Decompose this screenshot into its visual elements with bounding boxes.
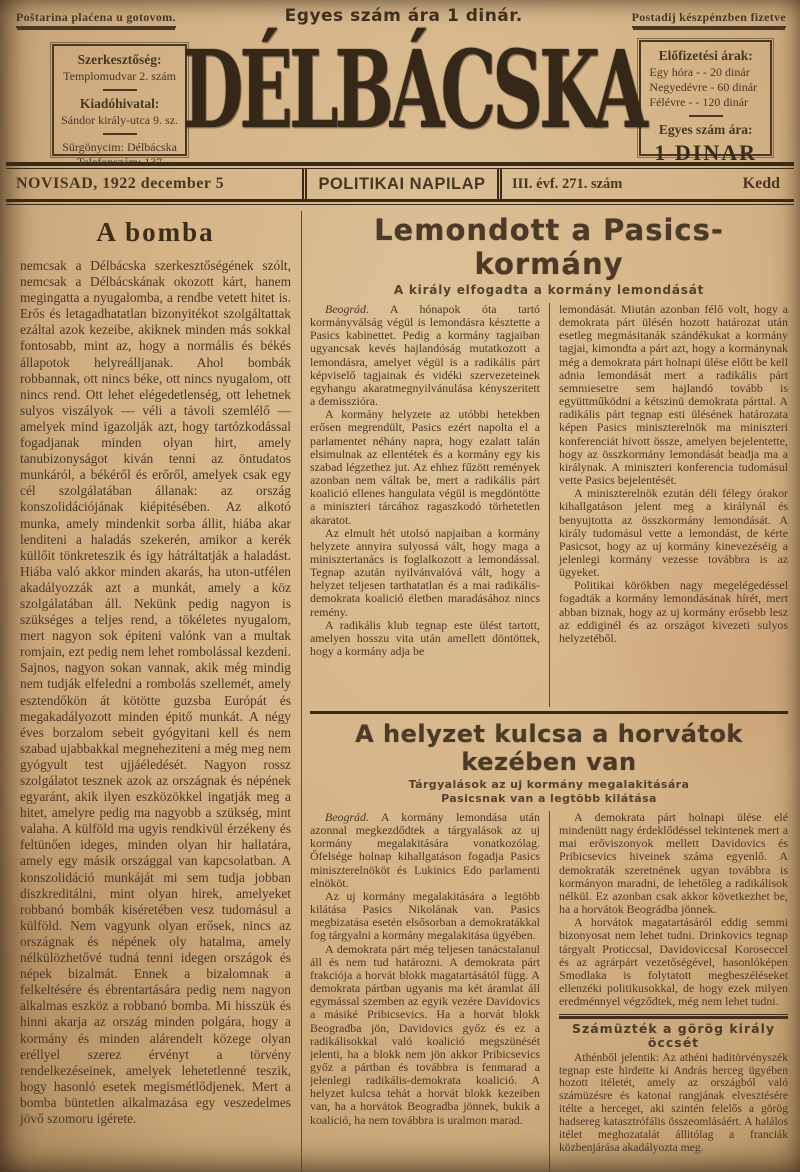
paragraph: Az uj kormány megalakitására a legtöbb kilátása Pasics Nikolának van. Pasics megbizatása esetén elsősorban a demokratákkal fog tárgyalni a kormány megalakitása ügyében. (310, 888, 540, 943)
dateline-bar (6, 169, 794, 199)
article-title: A bomba (96, 217, 215, 247)
paragraph: A kormány helyzete az utóbbi hetekben erősen megrendült, Pasics ezért napolta el a parlamentet néhány napra, hogy ezalatt talán elsimulnak az ellentétek és a kormány egy kis szabad légzethez jut. Az ehhez fűzött remények azonban nem váltak be, mert a radikális párt koalició ellenes hangulata végül is megdöntötte a miniszteri tárcához ragaszkodó törhetetlen akaratot. (310, 407, 540, 527)
substory-body: Athénből jelentik: Az athéni haditörvényszék tegnap este hirdette ki András herceg ügyében hozott itéletét, amely az országból való számüzésre és katonai rangjának elvesztésére itélte a herceget, aki szintén felelős a görög hadsereg katasztrófális összeomlásáért. A halálos itélet meghozatalát állitólag a franciák közbenjárása akadályozta meg. (559, 1050, 788, 1154)
newspaper-title: DÉLBÁCSKA (182, 27, 644, 154)
second-column-left (310, 811, 549, 1172)
publisher-address: Sándor király-utca 9. sz. (61, 112, 179, 127)
paragraph-text: A kormány lemondása után azonnal megkezdődtek a tárgyalások az uj kormány megalakitására vonatkozólag. Őfelsége holnap kihallgatáson fogadja Pasics miniszterelnököt és Lukinics Edo parlamenti elnököt. (310, 811, 540, 890)
day-of-week: Kedd (742, 175, 780, 192)
content-area (6, 205, 794, 1172)
lead-column-left (310, 303, 549, 707)
paragraph: A radikális klub tegnap este ülést tartott, amelyen hosszu vita után amellett döntöttek, hogy a kormány adja be (310, 617, 540, 659)
paragraph: lemondását. Miután azonban félő volt, hogy a demokrata párt ülésén hozott határozat után esetleg megmásitanák szándékukat a kormány tagjai, kimondta a párt azt, hogy a kormánynak még a demokrata párt holnapi ülése előtt be kell adnia lemondását mert a radikális párt semmiesetre sem hajlandó tovább is együttműködni a kétszinü demokrata párttal. A radikális párt tegnap esti ülésének határozata képen Pasics miniszterelnök ma miniszteri konferenciát hivott össze, amelyen bejelentette, hogy az összkormány lemondását beadja ma a királynak. A miniszteri konferencia tudomásul vette Pasics bejelentését. (559, 303, 788, 488)
divider (689, 115, 723, 117)
substory-headline: Számüzték a görög király öccsét (571, 1021, 776, 1050)
article-second (310, 720, 788, 1172)
lead-headline: Lemondott a Pasics-kormány (374, 213, 724, 281)
second-subhead-line2: Pasicsnak van a legtöbb kilátása (441, 791, 657, 805)
price-note-center: Egyes szám ára 1 dinár. (284, 6, 523, 26)
place-and-date: NOVISAD, 1922 december 5 (16, 175, 225, 192)
subscription-rate: Negyedévre - 60 dinár (649, 79, 758, 94)
single-copy-price: 1 DINAR (654, 139, 758, 165)
divider (559, 1014, 788, 1019)
subscription-box (639, 40, 772, 165)
article-lead (310, 213, 788, 707)
second-subhead-line1: Tárgyalások az uj kormány megalakitására (408, 778, 690, 791)
article-a-bomba (6, 211, 302, 1172)
editorial-address: Templomudvar 2. szám (63, 68, 176, 83)
divider (310, 711, 788, 714)
header (0, 27, 800, 169)
divider (103, 133, 137, 135)
masthead (182, 27, 644, 162)
divider (103, 89, 137, 91)
postage-note-left: Poštarina plaćena u gotovom. (16, 10, 176, 28)
editorial-office-box (52, 44, 187, 169)
top-strip (0, 0, 800, 30)
second-columns (310, 811, 788, 1172)
paragraph (310, 303, 540, 408)
dateline-word: Beográd. (325, 303, 369, 316)
subscription-rate: Egy hóra - - 20 dinár (649, 64, 750, 79)
editorial-label: Szerkesztőség: (77, 52, 162, 67)
lead-columns (310, 303, 788, 707)
paragraph: A demokrata párt még teljesen tanácstalanul áll és nem tud határozni. A demokrata párt frakciója a horvát blokk magatartásától függ. A demokrata pártban ugyanis ma két áramlat áll egymással szemben az egyik vezére Davidovics a másiké Pribicsevics. Ha a horvát blokk Beogradba jön, Davidovics győz és ez a radikálisokkal való koalició megszünését jelenti, ha a blokk nem jön akkor Pribicsevics győz a pártban és továbbra is fenmarad a jelenlegi radikális-demokrata koalició. A helyzet kulcsa tehát a horvát blokk kezeiben van, ha a horvátok Beogradba jönnek, bukik a koalició, ha nem továbbra is uralmon marad. (310, 941, 540, 1127)
subscription-rate: Félévre - - 120 dinár (649, 94, 749, 109)
dateline-word: Beográd. (325, 811, 369, 824)
paragraph (310, 811, 540, 890)
article-body: nemcsak a Délbácska szerkesztőségének szólt, nemcsak a Délbácskának okozott kárt, hanem megingatta a nyugalomba, a rendbe vetett hitet is. Erős és letagadhatatlan bizonyitékot szolgáltattak ezáltal azok kezeibe, akiknek minden más sokkal fontosabb, mint az, hogy a normális és békés állapotok helyreálljanak. Ahol bombák robbannak, ott nincs béke, ott nincs nyugalom, ott nincs rend. Ott lehet elégedetlenség, ott lehetnek sulyos viszályok — véli a távoli szemlélő — amelyek mind igazolják azt, hogy tartózkodással fogadjanak minden olyan hirt, amely tanubizonyságot kiván tenni az öntudatos munkáról, a békéről és erőről, amelyek csak egy cél szolgálatában állanak: az ország konszolidációjának kiépitésében. Az alkotó munka, amely mindenkit sorba állit, hiába akar lenditeni a haladás szekerén, amikor a kerék küllőit tönkreteszik és igy hátráltatják a haladást. Hiába való akkor minden akarás, ha uton-utfélen akadályozzák azt a munkát, amely a köz szolgálatában áll. Nekünk pedig nagyon is szükséges a teljes rend, a tökéletes nyugalom, mert nagyon sok épiteni valónk van a multak romjain, ezt pedig nem lehet rombolással kezdeni. Sajnos, nagyon sokan vannak, akik még mindig nem tudják elfeledni a rombolás szellemét, amely esztendőkön át kötötte guzsba Európát és megakadályozott minden épitő munkát. A négy éves borzalom sebeit gyógyitani kell és nem szabad ujabbakkal megneheziteni a még meg nem gyógyult test ujjáéledését. Nagyon rossz szolgálatot tesznek azok az országnak és népének egyaránt, akik ilyen eszközökkel ingatják meg a hitet, amelyre pedig ma nagyobb a szükség, mint valaha. A külföld ma ugyis rendkivül érzékeny és feltünően ideges, minden olyan hir hallatára, amely egy másik országgal van kapcsolatban. A konszolidáció munkáját mi sem tudja jobban diszkreditálni, mint olyan hirek, amelyeket robbanó bombák kiséretében vesz tudomásul a külföld. Nem vagyunk olyan erősek, nincs az országnak és népének oly hatalma, amely nélkülözhetővé tudná tenni idegen országok és népek bizalmát. Ennek a bizalomnak a felkeltésére és ébrentartására pedig nem nagyon alkalmas eszköz a robbanó bomba. Mi hisszük és hinni akarja az ország minden polgára, hogy a kormány és minden alárendelt közege olyan eréllyel szerez érvényt a törvény rendelkezéseinek, amelyek lehetetlenné teszik, hogy hasonló esetek megismétlődjenek. Mert a bomba büntetlen alkalmazása egy veszedelmes jövő szomoru igérete. (20, 258, 291, 1126)
second-column-right (549, 811, 788, 1172)
lead-subhead: A király elfogadta a kormány lemondását (393, 283, 705, 297)
single-copy-label: Egyes szám ára: (658, 121, 753, 137)
paper-type: POLITIKAI NAPILAP (302, 169, 502, 199)
second-headline: A helyzet kulcsa a horvátok kezében van (355, 720, 743, 776)
telephone-number: Telefonszám: 137 (76, 154, 163, 169)
paragraph: A miniszterelnök ezután déli félegy órakor kihallgatáson jelent meg a királynál és benyujtotta az összkormány lemondását. A király tudomásul vette a lemondást, de kérte Pasicsot, hogy az uj kormány kinevezéséig a jelenlegi kormány vezesse továbbra is az ügyeket. (559, 486, 788, 580)
paragraph: Politikai körökben nagy megelégedéssel fogadták a kormány lemondásának hírét, mert abban biznak, hogy az uj kormány erősebb lesz az eddiginél és az országot kivezeti sulyos helyzetéből. (559, 578, 788, 645)
publisher-label: Kiadóhivatal: (79, 95, 160, 111)
postage-note-right: Postadij készpénzben fizetve (632, 10, 786, 28)
paragraph: Az elmult hét utolsó napjaiban a kormány helyzete annyira sulyossá vált, hogy maga a minisztertanács is foglalkozott a lemondással. Tegnap azután nyilvánvalóvá vált, hogy a helyzet teljesen tarthatatlan és a mai radikális-demokrata koalició életben maradásához nincs remény. (310, 525, 540, 619)
lead-column-right (549, 303, 788, 707)
paragraph: A demokrata párt holnapi ülése elé mindenütt nagy érdeklődéssel tekintenek mert a mai erőviszonyok mellett Davidovics és Pribicsevics hiveinek száma egyenlő. A demokraták szeretnének ugyan továbbra is kormányon maradni, de lehetőleg a radikálisok nélkül. Ez azonban csak akkor következhet be, ha a horvátok Beográdba jönnek. (559, 811, 788, 917)
paragraph-text: A hónapok óta tartó kormányválság végül is lemondásra késztette a Pasics kabinettet. Pedig a kormány tagjaiban ugyancsak kevés hajlandóság mutatkozott a lemondásra, amelyet végül is a radikális párt képviselő tagjainak és vidéki szervezeteinek egyhangu akaratmegnyilvánulása kényszeritett a demisszióra. (310, 303, 540, 409)
telegram-address: Sürgönycim: Délbácska (62, 139, 177, 154)
paragraph: A horvátok magatartásáról eddig semmi bizonyosat nem lehet tudni. Drinkovics tegnap tárgyalt Proticcsal, Davidoviccsal Koroseccel és az agrárpárt vezetőségével, hasonlóképen Smodlaka is folytatott megbeszéléseket ellenzéki politikusokkal, de hogy ezek milyen eredménnyel végződtek, még nem lehet tudni. (559, 915, 788, 1009)
right-section (302, 211, 794, 1172)
subscription-title: Előfizetési árak: (658, 48, 753, 63)
issue-number: III. évf. 271. szám (512, 175, 623, 192)
